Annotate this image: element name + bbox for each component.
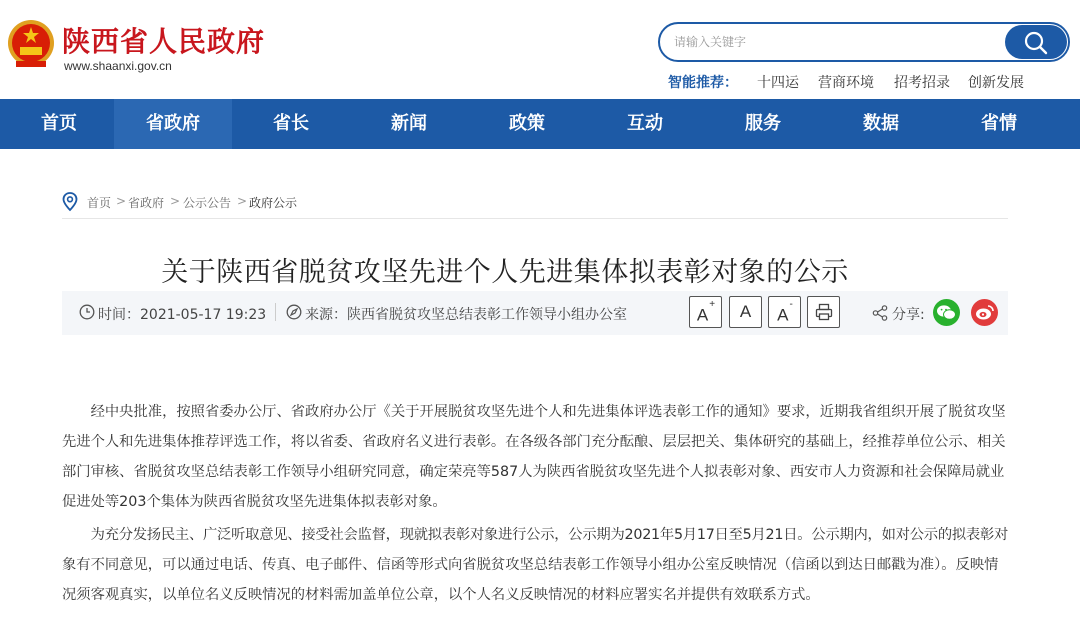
nav-item-policy[interactable]: 政策 — [509, 113, 545, 134]
breadcrumb-separator: > — [116, 194, 127, 208]
font-increase-label: A — [696, 305, 709, 325]
wechat-icon — [936, 303, 957, 322]
printer-icon — [815, 303, 833, 321]
weibo-share-button[interactable] — [971, 299, 998, 326]
nav-item-governor[interactable]: 省长 — [273, 113, 309, 134]
recommend-link[interactable]: 十四运 — [757, 75, 799, 91]
site-header — [0, 0, 1080, 99]
paragraph-line: 况须客观真实，以单位名义反映情况的材料需加盖单位公章，以个人名义反映情况的材料应署实名并提供有效联系方式。 — [62, 587, 820, 603]
clock-icon — [79, 304, 95, 320]
paragraph-line: 象有不同意见，可以通过电话、传真、电子邮件、信函等形式向省脱贫攻坚总结表彰工作领导小组办公室反映情况（信函以到达日邮戳为准）。反映情 — [62, 557, 999, 573]
article-title: 关于陕西省脱贫攻坚先进个人先进集体拟表彰对象的公示 — [161, 257, 849, 288]
paragraph-line: 部门审核、省脱贫攻坚总结表彰工作领导小组研究同意，确定荣亮等587人为陕西省脱贫攻坚先进个人拟表彰对象、西安市人力资源和社会保障局就业 — [62, 464, 1005, 480]
font-default-button[interactable] — [729, 296, 762, 328]
meta-divider — [275, 303, 276, 321]
nav-item-data[interactable]: 数据 — [863, 113, 899, 134]
paragraph-line: 先进个人和先进集体推荐评选工作，将以省委、省政府名义进行表彰。在各级各部门充分酝酿、层层把关、集体研究的基础上，经推荐单位公示、相关 — [62, 434, 1006, 450]
breadcrumb — [62, 192, 362, 212]
nav-item-interaction[interactable]: 互动 — [627, 113, 663, 134]
nav-item-news[interactable]: 新闻 — [391, 113, 427, 134]
font-decrease-button[interactable]: A- — [768, 296, 801, 328]
paragraph-line: 为充分发扬民主、广泛听取意见、接受社会监督，现就拟表彰对象进行公示，公示期为2021年5月17日至5月21日。公示期内，如对公示的拟表彰对 — [90, 527, 1009, 543]
weibo-icon — [974, 303, 995, 322]
search-box — [658, 22, 1070, 62]
print-button[interactable] — [807, 296, 840, 328]
nav-item-service[interactable]: 服务 — [745, 113, 781, 134]
article-paragraph — [62, 520, 1008, 610]
article-source: 来源：陕西省脱贫攻坚总结表彰工作领导小组办公室 — [305, 307, 627, 323]
recommend-link[interactable]: 营商环境 — [818, 75, 874, 91]
article-paragraph — [62, 397, 1008, 517]
nav-item-province-gov[interactable]: 省政府 — [114, 99, 232, 149]
share-icon — [872, 305, 888, 321]
article-meta-bar — [62, 291, 1008, 335]
main-nav — [0, 99, 1080, 149]
site-url: www.shaanxi.gov.cn — [64, 59, 172, 73]
paragraph-line: 促进处等203个集体为陕西省脱贫攻坚先进集体拟表彰对象。 — [62, 494, 447, 510]
compass-icon — [286, 304, 302, 320]
breadcrumb-gov-notice[interactable]: 政府公示 — [249, 196, 298, 210]
breadcrumb-home[interactable]: 首页 — [87, 196, 112, 210]
search-icon — [1023, 30, 1049, 56]
search-input[interactable] — [674, 32, 1004, 52]
location-pin-icon — [62, 192, 78, 212]
recommend-link[interactable]: 创新发展 — [968, 75, 1024, 91]
nav-item-home[interactable]: 首页 — [41, 113, 77, 134]
breadcrumb-separator: > — [170, 194, 181, 208]
national-emblem-icon — [6, 17, 56, 71]
nav-item-province-info[interactable]: 省情 — [981, 113, 1017, 134]
publish-time: 时间：2021-05-17 19:23 — [98, 307, 267, 323]
breadcrumb-province-gov[interactable]: 省政府 — [128, 196, 165, 210]
search-button[interactable] — [1005, 25, 1067, 59]
font-increase-button[interactable]: A+ — [689, 296, 722, 328]
paragraph-line: 经中央批准，按照省委办公厅、省政府办公厅《关于开展脱贫攻坚先进个人和先进集体评选表彰工作的通知》要求，近期我省组织开展了脱贫攻坚 — [90, 404, 1006, 420]
smart-recommend-label: 智能推荐： — [668, 75, 738, 91]
breadcrumb-separator: > — [237, 194, 248, 208]
font-decrease-label: A — [777, 305, 789, 325]
share-label: 分享: — [892, 307, 925, 323]
breadcrumb-divider — [62, 218, 1008, 219]
site-title[interactable]: 陕西省人民政府 — [62, 25, 266, 58]
recommend-link[interactable]: 招考招录 — [894, 75, 950, 91]
font-default-label: A — [739, 302, 752, 321]
breadcrumb-announcements[interactable]: 公示公告 — [183, 196, 232, 210]
wechat-share-button[interactable] — [933, 299, 960, 326]
